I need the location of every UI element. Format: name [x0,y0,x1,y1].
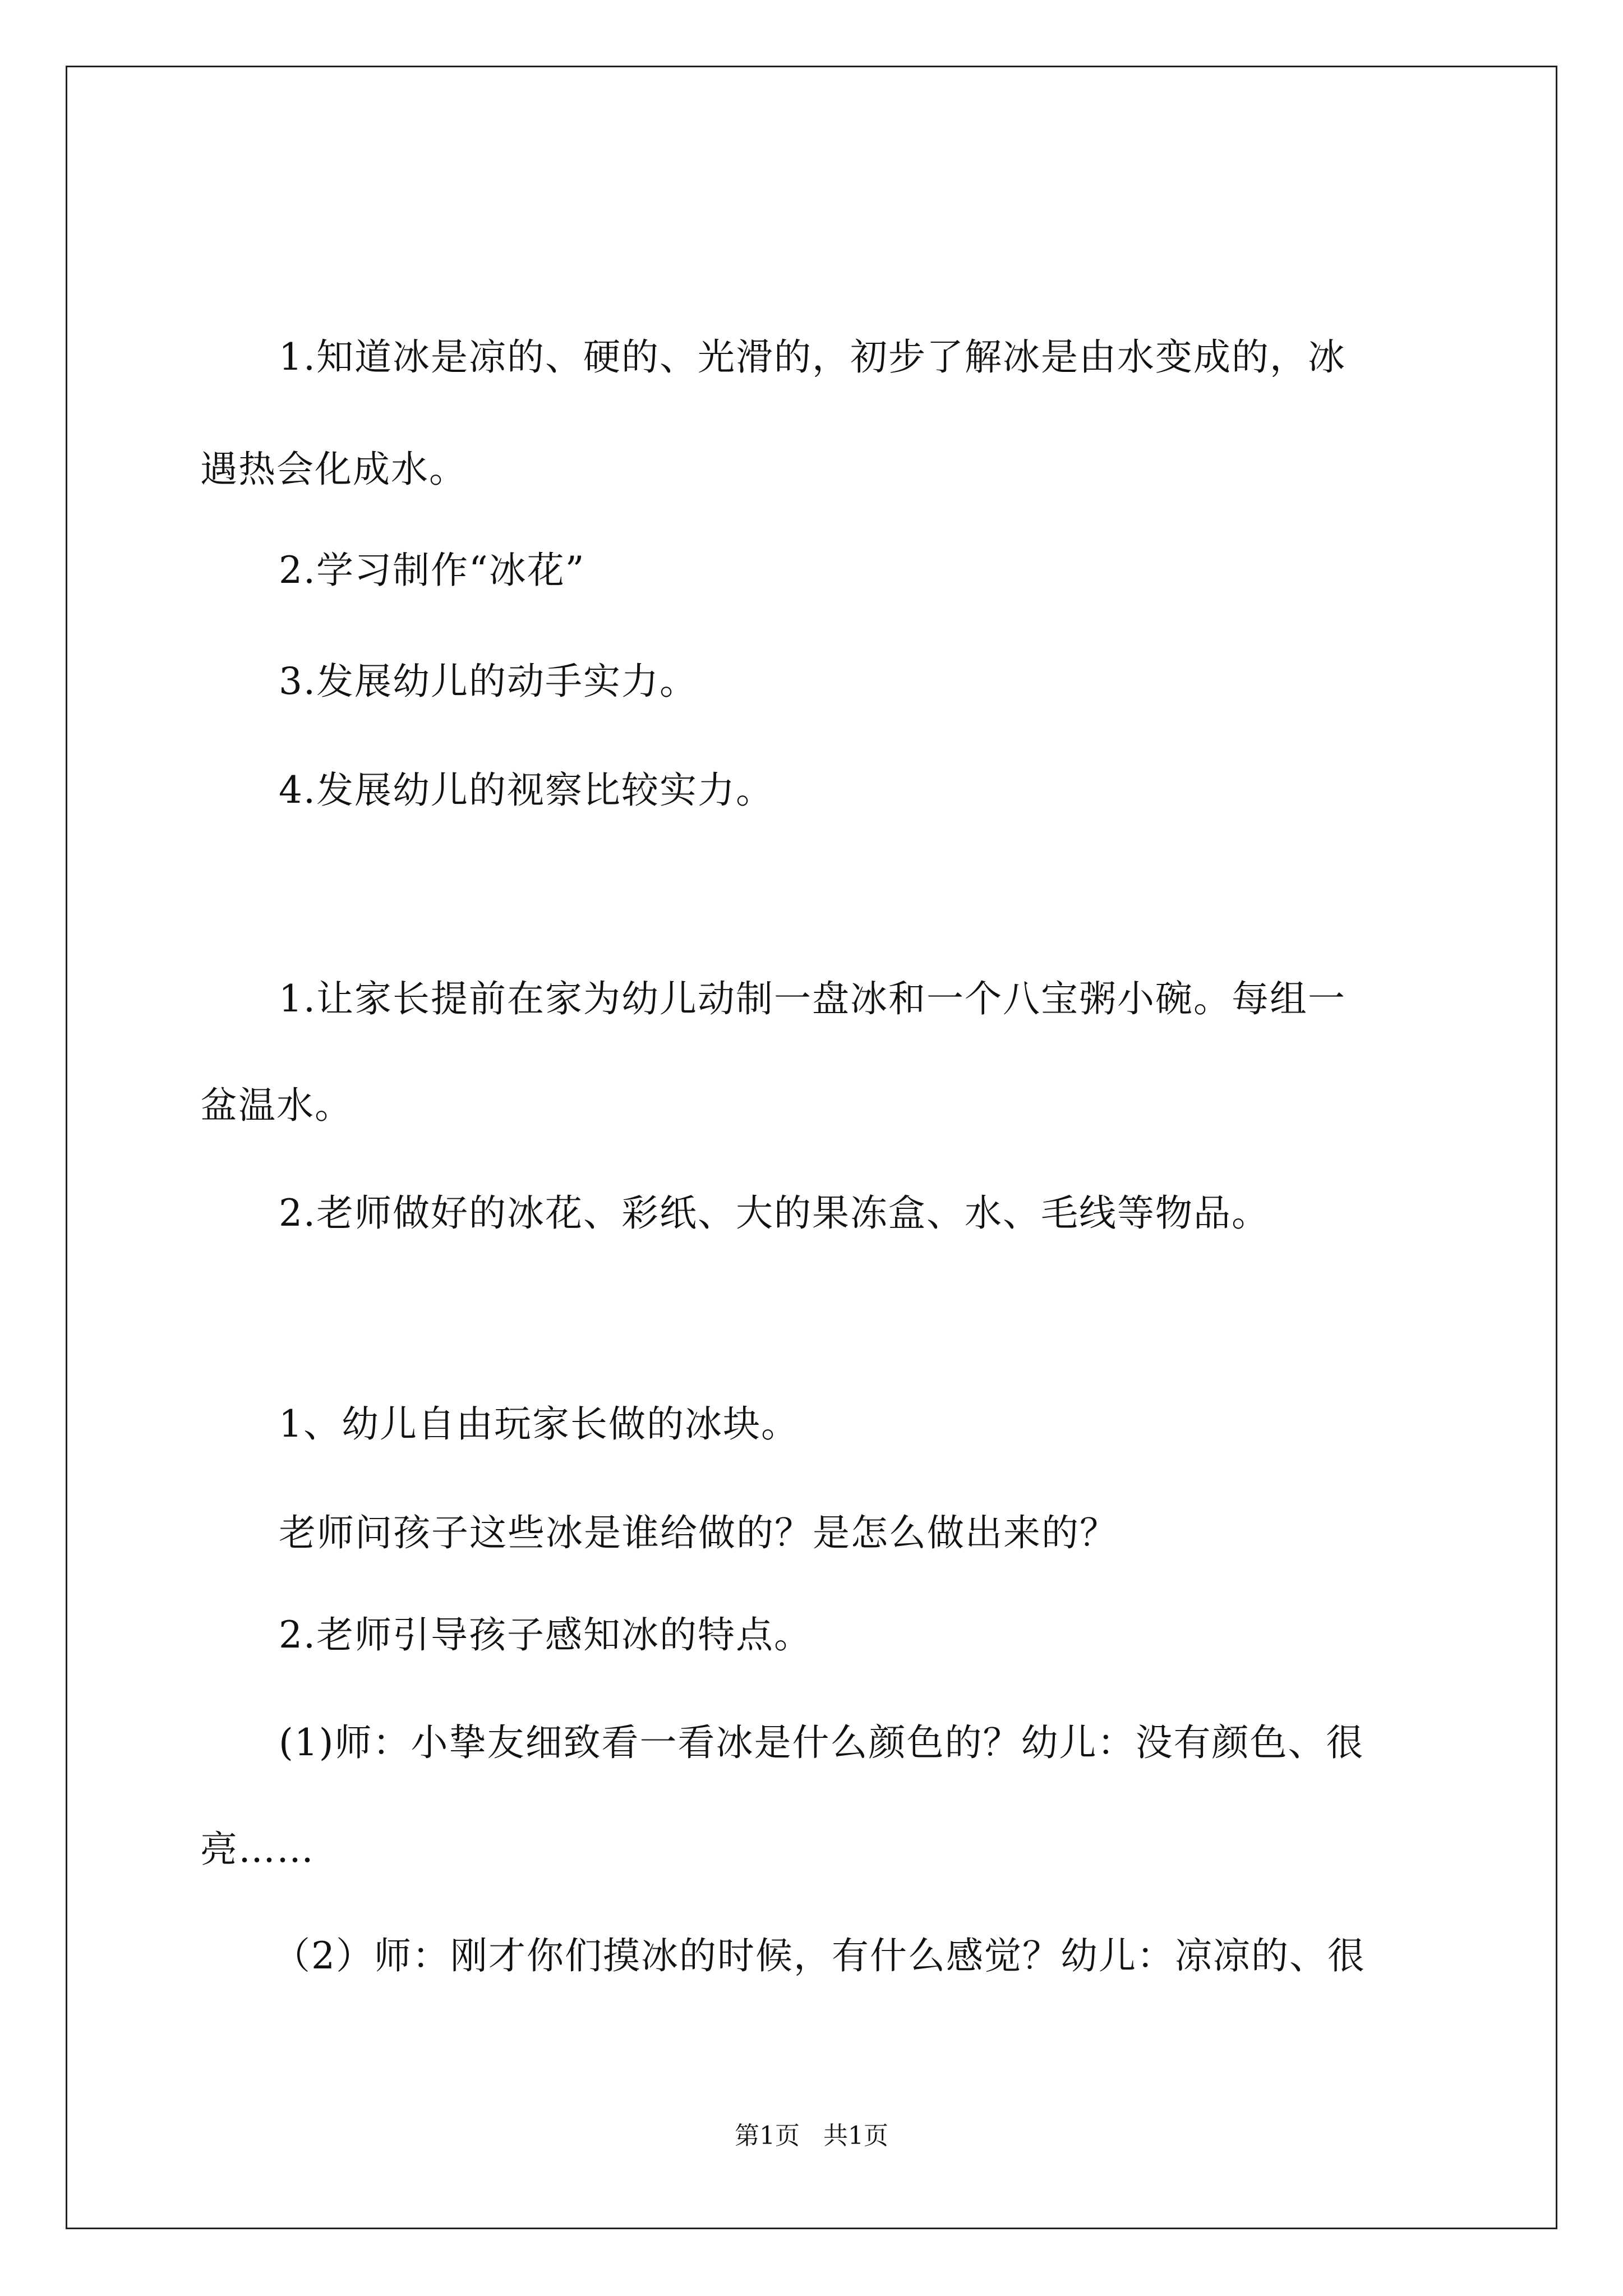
paragraph-line: （2）师：刚才你们摸冰的时候，有什么感觉？幼儿：凉凉的、很 [273,1934,1366,1977]
paragraph-line: 1、幼儿自由玩家长做的冰块。 [279,1402,799,1446]
page-footer: 第1页 共1页 [735,2122,888,2150]
paragraph-line: 2.老师做好的冰花、彩纸、大的果冻盒、水、毛线等物品。 [279,1191,1270,1235]
paragraph-line: 盆温水。 [200,1084,353,1127]
paragraph-line: (1)师：小挚友细致看一看冰是什么颜色的？幼儿：没有颜色、很 [279,1721,1364,1764]
paragraph-line: 遇热会化成水。 [200,448,467,491]
paragraph-line: 3.发展幼儿的动手实力。 [279,660,698,703]
paragraph-line: 老师问孩子这些冰是谁给做的？是怎么做出来的？ [279,1511,1118,1554]
paragraph-line: 2.老师引导孩子感知冰的特点。 [279,1613,812,1657]
paragraph-line: 1.让家长提前在家为幼儿动制一盘冰和一个八宝粥小碗。每组一 [279,977,1346,1020]
page-border [66,66,1557,2229]
paragraph-line: 亮…… [200,1828,315,1871]
paragraph-line: 2.学习制作“冰花” [279,549,585,592]
paragraph-line: 1.知道冰是凉的、硬的、光滑的，初步了解冰是由水变成的，冰 [279,335,1346,379]
paragraph-line: 4.发展幼儿的视察比较实力。 [279,769,774,812]
